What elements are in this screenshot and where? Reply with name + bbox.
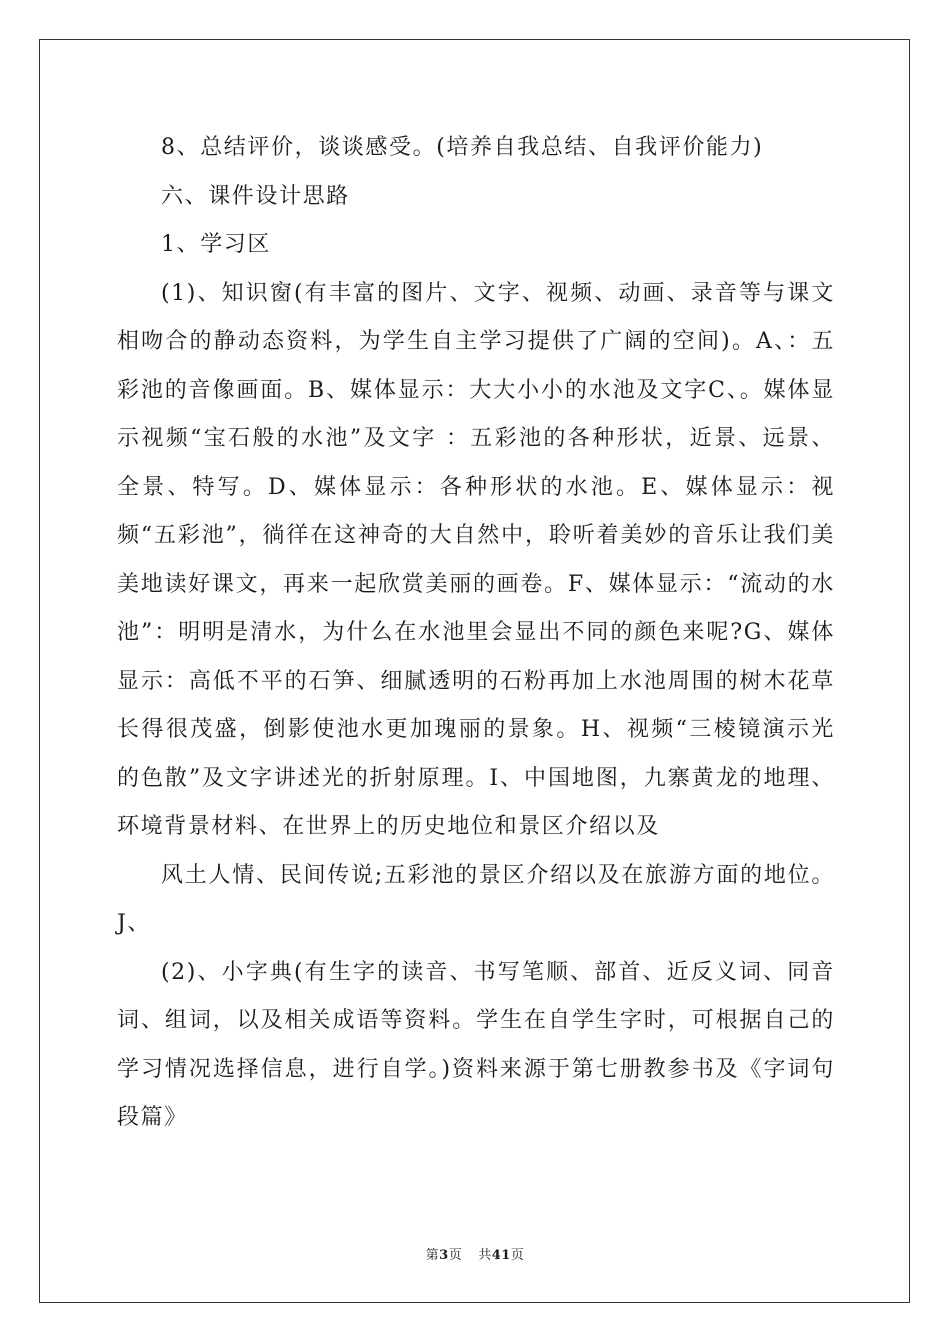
section-heading-courseware-design: 六、课件设计思路 (161, 183, 350, 209)
paragraph-small-dictionary: (2)、小字典(有生字的读音、书写笔顺、部首、近反义词、同音词、组词，以及相关成语等资料。学生在自学生字时，可根据自己的学习情况选择信息，进行自学。)资料来源于第七册教参书及《字词句段篇》 (117, 959, 835, 1130)
footer-total-suffix: 页 (510, 1248, 525, 1263)
page-footer (0, 1244, 950, 1263)
footer-page-suffix: 页 (448, 1248, 463, 1263)
paragraph-customs-legends: 风土人情、民间传说;五彩池的景区介绍以及在旅游方面的地位。J、 (117, 862, 835, 936)
footer-total-pages: 41 (491, 1248, 511, 1263)
footer-page-number: 3 (439, 1248, 449, 1263)
paragraph-summary-evaluation: 8、总结评价，谈谈感受。(培养自我总结、自我评价能力) (161, 135, 764, 160)
footer-total-prefix: 共 (478, 1248, 492, 1263)
footer-page-prefix: 第 (425, 1248, 440, 1263)
paragraph-knowledge-window: (1)、知识窗(有丰富的图片、文字、视频、动画、录音等与课文相吻合的静动态资料，为学生自主学习提供了广阔的空间)。A、：五彩池的音像画面。B、媒体显示：大大小小的水池及文字C、。媒体显示视频“宝石般的水池”及文字 ：五彩池的各种形状，近景、远景、全景、特写。D、媒体显示：各种形状的水池。E、媒体显示：视频“五彩池”，徜徉在这神奇的大自然中，聆听着美妙的音乐让我们美美地读好课文，再来一起欣赏美丽的画卷。F、媒体显示：“流动的水池”：明明是清水，为什么在水池里会显出不同的颜色来呢?G、媒体显示：高低不平的石笋、细腻透明的石粉再加上水池周围的树木花草长得很茂盛，倒影使池水更加瑰丽的景象。H、视频“三棱镜演示光的色散”及文字讲述光的折射原理。I、中国地图，九寨黄龙的地理、环境背景材料、在世界上的历史地位和景区介绍以及 (117, 280, 835, 839)
subsection-heading-learning-area: 1、学习区 (161, 232, 271, 257)
document-body (117, 124, 835, 1143)
